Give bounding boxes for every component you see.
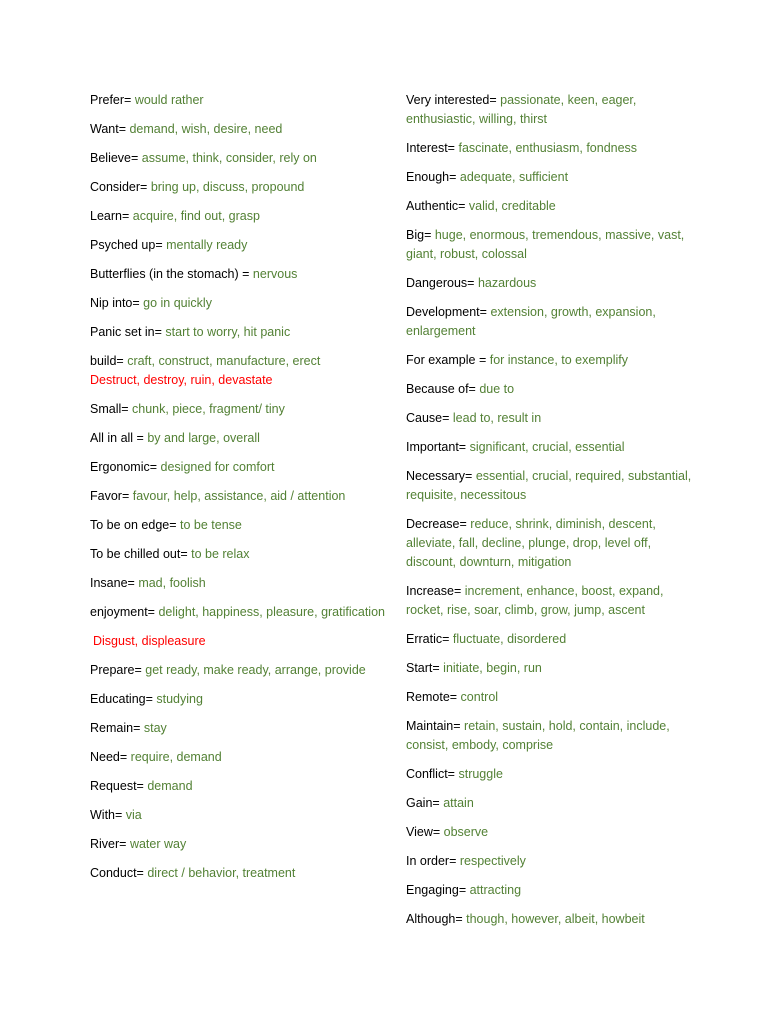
vocab-entry (90, 294, 390, 313)
vocab-entry (90, 207, 390, 226)
term-text: Consider= (90, 180, 151, 194)
term-text: Because of= (406, 382, 480, 396)
vocab-entry (90, 864, 390, 883)
term-text: Insane= (90, 576, 139, 590)
term-text: Ergonomic= (90, 460, 161, 474)
synonyms-text: by and large, overall (147, 431, 260, 445)
synonyms-text: assume, think, consider, rely on (141, 151, 317, 165)
vocab-entry (406, 197, 696, 216)
synonyms-text: delight, happiness, pleasure, gratification (158, 605, 385, 619)
vocab-entry (406, 438, 696, 457)
synonyms-text: get ready, make ready, arrange, provide (145, 663, 366, 677)
synonyms-text: fluctuate, disordered (452, 632, 567, 646)
term-text: Nip into= (90, 296, 144, 310)
synonyms-text: fascinate, enthusiasm, fondness (458, 141, 638, 155)
term-text: Gain= (406, 796, 444, 810)
term-text: Panic set in= (90, 325, 166, 339)
synonyms-text: start to worry, hit panic (165, 325, 291, 339)
term-text: For example = (406, 353, 490, 367)
left-column (90, 91, 390, 893)
synonyms-text: control (460, 690, 499, 704)
vocab-entry (90, 149, 390, 168)
term-text: Maintain= (406, 719, 465, 733)
term-text: In order= (406, 854, 460, 868)
synonyms-text: though, however, albeit, howbeit (466, 912, 645, 926)
vocab-entry (406, 881, 696, 900)
vocab-entry (406, 139, 696, 158)
term-text: Psyched up= (90, 238, 167, 252)
vocab-entry (90, 748, 390, 767)
term-text: build= (90, 354, 128, 368)
term-text: Request= (90, 779, 148, 793)
vocab-entry (406, 351, 696, 370)
vocab-entry (90, 777, 390, 796)
vocab-entry (406, 467, 696, 505)
term-text: River= (90, 837, 130, 851)
term-text: Decrease= (406, 517, 471, 531)
synonyms-text: require, demand (130, 750, 222, 764)
vocab-entry (90, 603, 390, 622)
vocab-entry (406, 659, 696, 678)
synonyms-text: struggle (458, 767, 503, 781)
vocab-entry (406, 168, 696, 187)
vocab-entry (90, 429, 390, 448)
term-text: Enough= (406, 170, 460, 184)
synonyms-text: reduce, shrink, diminish, descent, alleviate, fall, decline, plunge, drop, level off, discount, downturn, mitigation (406, 517, 656, 569)
term-text: Erratic= (406, 632, 453, 646)
vocab-entry (90, 835, 390, 854)
synonyms-text: go in quickly (143, 296, 212, 310)
vocab-entry (406, 274, 696, 293)
term-text: Dangerous= (406, 276, 478, 290)
vocab-entry (406, 515, 696, 572)
vocab-entry (406, 380, 696, 399)
synonyms-text: bring up, discuss, propound (150, 180, 305, 194)
synonyms-text: water way (129, 837, 187, 851)
term-text: Increase= (406, 584, 465, 598)
vocab-entry (90, 545, 390, 564)
synonyms-text: huge, enormous, tremendous, massive, vast, giant, robust, colossal (406, 228, 685, 261)
term-text: Believe= (90, 151, 142, 165)
synonyms-text: for instance, to exemplify (489, 353, 628, 367)
vocab-entry (90, 487, 390, 506)
synonyms-text: designed for comfort (160, 460, 275, 474)
vocab-entry (406, 226, 696, 264)
vocab-entry (90, 265, 390, 284)
synonyms-text: craft, construct, manufacture, erect (127, 354, 321, 368)
vocab-entry (406, 794, 696, 813)
synonyms-text: mad, foolish (138, 576, 206, 590)
synonyms-text: chunk, piece, fragment/ tiny (132, 402, 285, 416)
synonyms-text: via (125, 808, 142, 822)
term-text: Conduct= (90, 866, 148, 880)
synonyms-text: direct / behavior, treatment (147, 866, 296, 880)
term-text: Very interested= (406, 93, 501, 107)
synonyms-text: initiate, begin, run (443, 661, 542, 675)
synonyms-text: demand, wish, desire, need (129, 122, 283, 136)
term-text: Want= (90, 122, 130, 136)
synonyms-text: to be tense (180, 518, 242, 532)
synonyms-text: nervous (252, 267, 298, 281)
vocab-entry (406, 630, 696, 649)
synonyms-text: stay (143, 721, 167, 735)
vocab-entry (406, 852, 696, 871)
term-text: Interest= (406, 141, 459, 155)
synonyms-text: retain, sustain, hold, contain, include, consist, embody, comprise (406, 719, 670, 752)
vocab-entry (90, 516, 390, 535)
synonyms-text: to be relax (191, 547, 250, 561)
vocab-entry (90, 458, 390, 477)
term-text: Prepare= (90, 663, 146, 677)
term-text: Authentic= (406, 199, 469, 213)
vocab-entry (406, 91, 696, 129)
term-text: Big= (406, 228, 435, 242)
term-text: Small= (90, 402, 133, 416)
vocab-entry (406, 717, 696, 755)
synonyms-text: would rather (134, 93, 204, 107)
term-text: enjoyment= (90, 605, 159, 619)
term-text: Engaging= (406, 883, 470, 897)
term-text: Cause= (406, 411, 453, 425)
vocab-entry (406, 765, 696, 784)
synonyms-text: favour, help, assistance, aid / attention (132, 489, 346, 503)
vocab-entry (90, 120, 390, 139)
vocab-entry (406, 303, 696, 341)
synonyms-text: hazardous (477, 276, 537, 290)
synonyms-text: mentally ready (166, 238, 248, 252)
term-text: Although= (406, 912, 467, 926)
synonyms-text: respectively (459, 854, 526, 868)
term-text: Educating= (90, 692, 157, 706)
synonyms-text: passionate, keen, eager, enthusiastic, willing, thirst (406, 93, 637, 126)
synonyms-text: valid, creditable (468, 199, 556, 213)
vocab-entry (406, 409, 696, 428)
vocab-entry (90, 690, 390, 709)
term-text: View= (406, 825, 444, 839)
term-text: Remain= (90, 721, 144, 735)
synonyms-text: adequate, sufficient (459, 170, 569, 184)
term-text: Start= (406, 661, 444, 675)
antonyms-text: Disgust, displeasure (93, 634, 206, 648)
term-text: Remote= (406, 690, 461, 704)
vocab-entry (90, 323, 390, 342)
synonyms-text: extension, growth, expansion, enlargement (406, 305, 656, 338)
synonyms-text: attain (443, 796, 474, 810)
vocab-entry (90, 632, 390, 651)
term-text: To be on edge= (90, 518, 181, 532)
term-text: Need= (90, 750, 131, 764)
vocab-entry (90, 719, 390, 738)
term-text: Conflict= (406, 767, 459, 781)
vocab-entry (406, 910, 696, 929)
vocab-entry (90, 236, 390, 255)
term-text: Learn= (90, 209, 133, 223)
synonyms-text: due to (479, 382, 515, 396)
synonyms-text: acquire, find out, grasp (132, 209, 260, 223)
right-column (406, 91, 696, 939)
term-text: To be chilled out= (90, 547, 192, 561)
vocab-entry (406, 688, 696, 707)
vocab-entry (90, 352, 390, 390)
term-text: Favor= (90, 489, 133, 503)
synonyms-text: studying (156, 692, 203, 706)
synonyms-text: essential, crucial, required, substantial, requisite, necessitous (406, 469, 692, 502)
vocab-entry (90, 661, 390, 680)
term-text: Important= (406, 440, 470, 454)
term-text: Development= (406, 305, 491, 319)
term-text: Butterflies (in the stomach) = (90, 267, 253, 281)
synonyms-text: observe (443, 825, 489, 839)
antonyms-text: Destruct, destroy, ruin, devastate (90, 373, 273, 387)
vocab-entry (90, 574, 390, 593)
synonyms-text: attracting (469, 883, 522, 897)
vocab-entry (90, 91, 390, 110)
vocab-entry (406, 582, 696, 620)
term-text: All in all = (90, 431, 148, 445)
synonyms-text: increment, enhance, boost, expand, rocket, rise, soar, climb, grow, jump, ascent (406, 584, 664, 617)
synonyms-text: significant, crucial, essential (469, 440, 625, 454)
vocab-entry (90, 806, 390, 825)
term-text: Prefer= (90, 93, 135, 107)
term-text: Necessary= (406, 469, 476, 483)
term-text: With= (90, 808, 126, 822)
synonyms-text: lead to, result in (452, 411, 542, 425)
vocab-entry (90, 400, 390, 419)
vocab-entry (90, 178, 390, 197)
synonyms-text: demand (147, 779, 193, 793)
vocab-entry (406, 823, 696, 842)
